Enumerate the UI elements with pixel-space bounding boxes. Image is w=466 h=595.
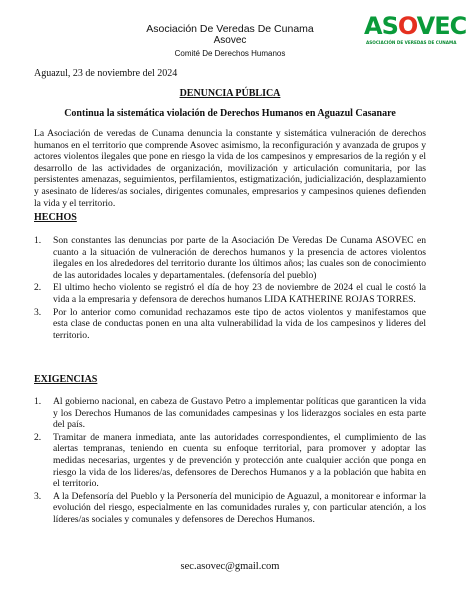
exigencias-list (34, 396, 426, 527)
committee-name: Comité De Derechos Humanos (174, 49, 286, 58)
document-subtitle: Continua la sistemática violación de Derechos Humanos en Aguazul Casanare (64, 108, 396, 119)
asovec-logo (364, 12, 466, 53)
list-item-number: 1. (34, 235, 42, 246)
list-item-text: El ultimo hecho violento se registró el día de hoy 23 de noviembre de 2024 el cual le costó la vida a la empresaria y defensora de derechos humanos LIDA KATHERINE ROJAS TORRES. (53, 282, 426, 305)
list-item (34, 282, 426, 305)
intro-paragraph: La Asociación de veredas de Cunama denuncia la constante y sistemática vulneración de derechos humanos en el territorio que comprende Asovec asimismo, la reconfiguración y avanzada de grupos y actores violentos ilegales que pone en riesgo la vida de los campesinos y empresarios de la región y el desarrollo de las actividades de organización, movilización y articulación comunitaria, por las persistentes amenazas, seguimientos, perfilamientos, estigmatización, judicialización, desplazamiento y asesinato de líderes/as sociales, dirigentes comunales, empresarios y campesinos quienes defienden la vida y el territorio. (34, 128, 426, 209)
list-item-text: Al gobierno nacional, en cabeza de Gustavo Petro a implementar políticas que garanticen la vida y los Derechos Humanos de las comunidades campesinas y los liderazgos sociales en esta parte del país. (53, 396, 426, 431)
document-date: Aguazul, 23 de noviembre del 2024 (34, 68, 178, 79)
logo-tagline: ASOCIACIÓN DE VEREDAS DE CUNAMA (366, 40, 457, 45)
contact-email: sec.asovec@gmail.com (180, 561, 280, 572)
hechos-list (34, 235, 426, 342)
list-item (34, 396, 426, 431)
list-item (34, 432, 426, 490)
list-item-text: A la Defensoría del Pueblo y la Personería del municipio de Aguazul, a monitorear e informar la evolución del riesgo, especialmente en las comunidades rurales y, con particular atención, a los líderes/as sociales y comunales y defensores de Derechos Humanos. (53, 490, 426, 525)
logo-wordmark: ASOVEC (364, 12, 466, 40)
list-item-number: 1. (34, 396, 42, 407)
list-item-number: 3. (34, 490, 42, 502)
list-item (34, 491, 426, 526)
exigencias-heading: EXIGENCIAS (34, 374, 98, 385)
organization-name: Asociación De Veredas De Cunama (146, 23, 314, 35)
hechos-heading: HECHOS (34, 212, 77, 223)
list-item-text: Tramitar de manera inmediata, ante las autoridades correspondientes, el cumplimiento de las alertas tempranas, teniendo en cuenta su enfoque territorial, para promover y adoptar las medidas necesarias, urgentes y de prevención y protección ante cualquier acción que ponga en riesgo la vida de los lideres/as, defensores de Derechos Humanos y a la población que habita en el territorio. (53, 431, 426, 490)
list-item (34, 307, 426, 342)
list-item-number: 2. (34, 431, 42, 443)
list-item-number: 3. (34, 306, 42, 318)
list-item-number: 2. (34, 282, 42, 294)
list-item (34, 235, 426, 281)
organization-acronym: Asovec (213, 35, 247, 46)
list-item-text: Son constantes las denuncias por parte de la Asociación De Veredas De Cunama ASOVEC en cuanto a la situación de vulneración de derechos humanos y la presencia de actores violentos ilegales en los alrededores del territorio durante los últimos años; las cuales son de conocimiento de las autoridades locales y departamentales. (defensoría del pueblo) (53, 235, 426, 281)
list-item-text: Por lo anterior como comunidad rechazamos este tipo de actos violentos y manifestamos que esta clase de conductas ponen en una alta vulnerabilidad la vida de los campesinos y lideres del territorio. (53, 306, 426, 341)
document-title: DENUNCIA PÚBLICA (179, 88, 281, 99)
